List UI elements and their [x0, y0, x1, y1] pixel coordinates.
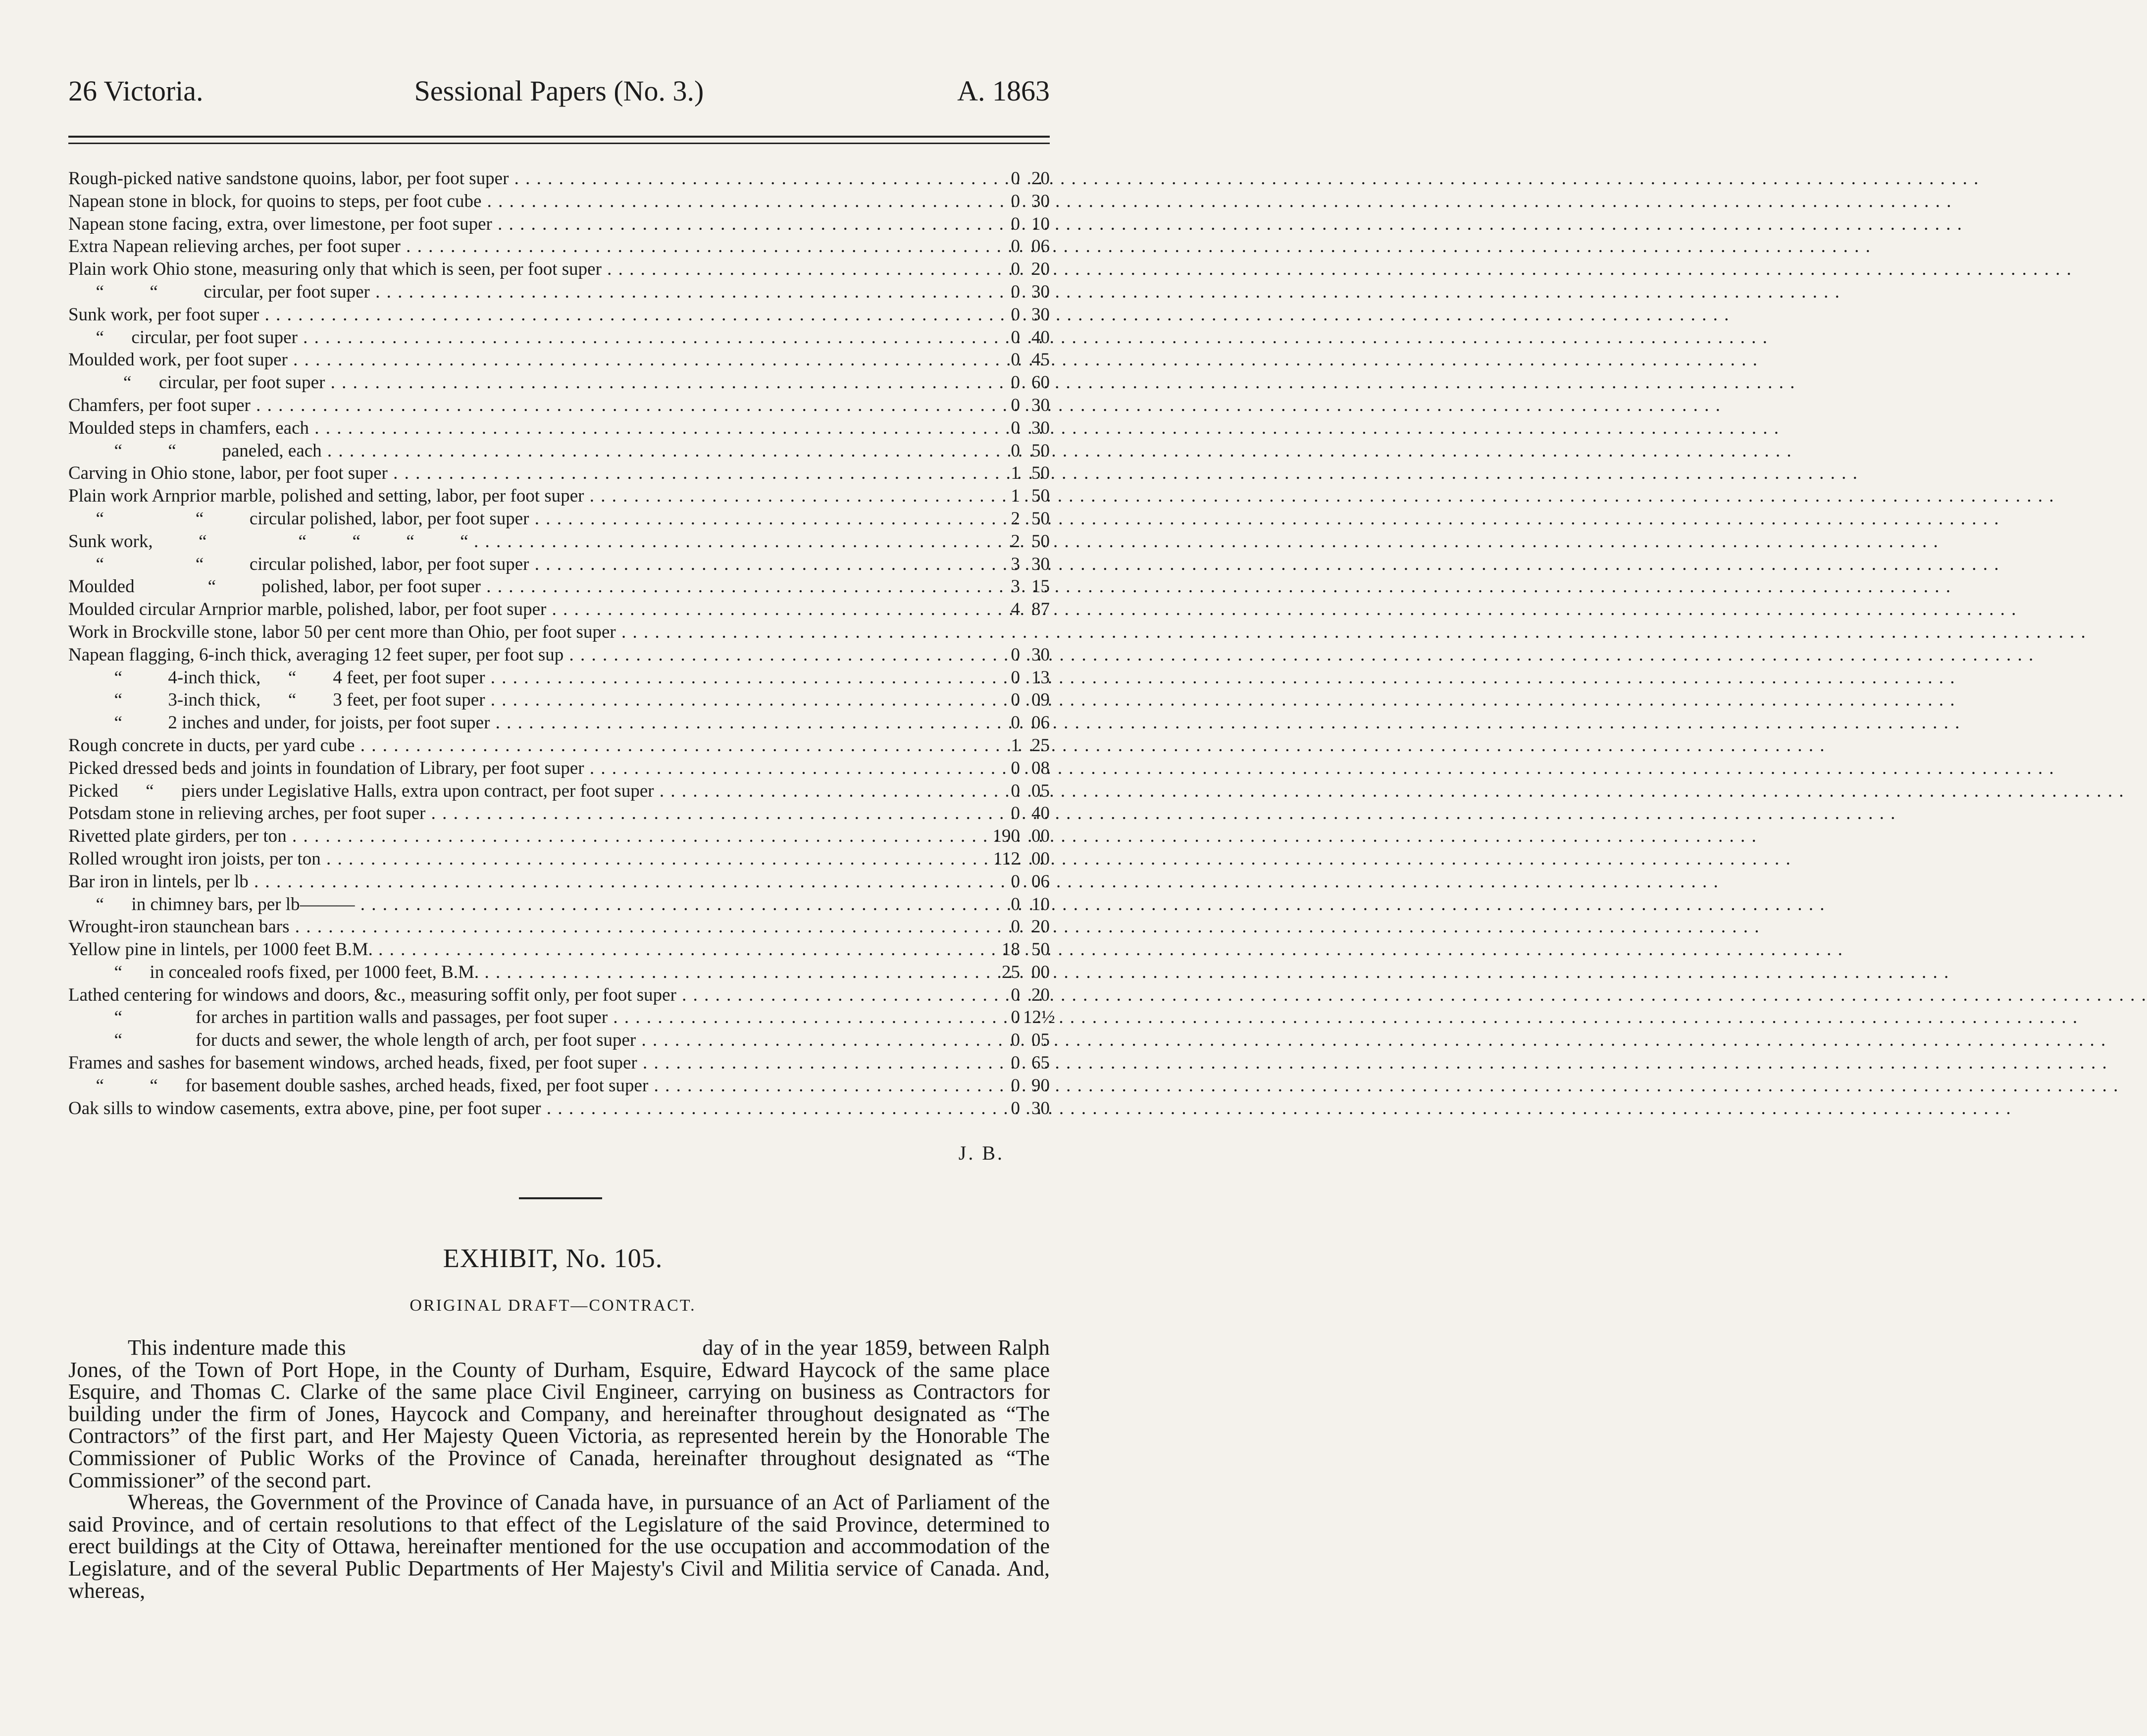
- price-item-description: Chamfers, per foot super . . .: [68, 394, 968, 417]
- price-dollars: 1: [1011, 463, 1020, 484]
- price-dollars: 0: [1011, 372, 1020, 393]
- price-item-description: “ for arches in partition walls and passages, per foot super . . .: [68, 1006, 968, 1029]
- price-row: [68, 644, 1050, 666]
- price-cents: 50: [1031, 531, 1050, 552]
- price-row: [68, 326, 1050, 349]
- price-row: [68, 621, 1050, 644]
- header-session: 26 Victoria.: [68, 75, 204, 107]
- price-item-description: “ circular, per foot super . . .: [68, 326, 968, 349]
- header-rule-thick: [68, 136, 1050, 138]
- price-row: [68, 961, 1050, 984]
- price-cents: 40: [1031, 327, 1050, 348]
- price-item-description: Carving in Ohio stone, labor, per foot super . . .: [68, 462, 968, 485]
- exhibit-title: EXHIBIT, No. 105.: [443, 1243, 663, 1273]
- price-item-description: Moulded circular Arnprior marble, polished, labor, per foot super . . .: [68, 598, 968, 621]
- price-dollars: 18: [1002, 939, 1020, 960]
- price-item-description: Bar iron in lintels, per lb . . .: [68, 870, 968, 893]
- price-dollars: 190: [992, 826, 1020, 847]
- price-cents: 25: [1031, 735, 1050, 756]
- price-dollars: 0: [1011, 395, 1020, 415]
- price-item-description: “ in chimney bars, per lb——— . . .: [68, 893, 968, 916]
- price-cents: 50: [1031, 486, 1050, 507]
- price-cents: 50: [1031, 939, 1050, 960]
- price-row: [68, 848, 1050, 870]
- price-row: [68, 666, 1050, 689]
- price-cents: 06: [1031, 871, 1050, 892]
- price-dollars: 0: [1011, 417, 1020, 438]
- price-row: [68, 825, 1050, 848]
- price-item-description: Rivetted plate girders, per ton . . .: [68, 825, 968, 848]
- price-row: [68, 394, 1050, 417]
- price-dollars: 0: [1011, 327, 1020, 348]
- day-of-label: day of: [702, 1335, 759, 1360]
- price-row: [68, 984, 1050, 1007]
- price-cents: 30: [1031, 1098, 1050, 1119]
- price-dollars: 0: [1011, 894, 1020, 915]
- price-dollars: 2: [1011, 508, 1020, 529]
- price-row: [68, 870, 1050, 893]
- price-row: [68, 1029, 1050, 1052]
- price-row: [68, 213, 1050, 236]
- price-dollars: 0: [1011, 917, 1020, 937]
- price-item-description: Lathed centering for windows and doors, &c., measuring soffit only, per foot super . . .: [68, 984, 968, 1007]
- price-dollars: 1: [1011, 486, 1020, 507]
- price-dollars: 0: [1011, 984, 1020, 1005]
- price-cents: 90: [1031, 1075, 1050, 1096]
- price-item-description: Moulded steps in chamfers, each . . .: [68, 417, 968, 440]
- price-cents: 09: [1031, 690, 1050, 711]
- price-item-description: “ 2 inches and under, for joists, per foot super . . .: [68, 712, 968, 734]
- price-row: [68, 712, 1050, 734]
- price-dollars: 0: [1011, 780, 1020, 801]
- price-cents: 50: [1031, 463, 1050, 484]
- price-item-description: Rolled wrought iron joists, per ton . . .: [68, 848, 968, 870]
- price-cents: 06: [1031, 713, 1050, 733]
- price-row: [68, 281, 1050, 304]
- price-row: [68, 780, 1050, 803]
- contract-body: [68, 1337, 1050, 1602]
- price-item-description: Picked “ piers under Legislative Halls, extra upon contract, per foot super . . .: [68, 780, 968, 803]
- price-item-description: “ 3-inch thick, “ 3 feet, per foot super . . .: [68, 689, 968, 712]
- price-dollars: 0: [1011, 871, 1020, 892]
- price-dollars: 4: [1011, 599, 1020, 620]
- price-cents: 50: [1031, 440, 1050, 461]
- price-row: [68, 508, 1050, 530]
- price-cents: 12½: [1023, 1007, 1055, 1028]
- price-item-description: “ in concealed roofs fixed, per 1000 feet, B.M. . . .: [68, 961, 968, 984]
- price-cents: 20: [1031, 259, 1050, 280]
- price-row: [68, 893, 1050, 916]
- price-dollars: 0: [1011, 1075, 1020, 1096]
- price-cents: 00: [1031, 962, 1050, 982]
- price-dollars: 0: [1011, 713, 1020, 733]
- price-item-description: “ “ circular, per foot super . . .: [68, 281, 968, 304]
- price-item-description: “ “ for basement double sashes, arched heads, fixed, per foot super . . .: [68, 1074, 968, 1097]
- price-cents: 00: [1031, 848, 1050, 869]
- price-cents: 30: [1031, 281, 1050, 302]
- price-row: [68, 304, 1050, 326]
- indenture-parties: in the year 1859, between Ralph Jones, of the Town of Port Hope, in the County of Durham, Esquire, Edward Haycock of the same place Esquire, and Thomas C. Clarke of the same place Civil Engineer, carrying on business as Contractors for building under the firm of Jones, Haycock and Company, and hereinafter throughout designated as “The Contractors” of the first part, and Her Majesty Queen Victoria, as represented herein by the Honorable The Commissioner of Public Works of the Province of Canada, hereinafter throughout designated as “The Commissioner” of the second part.: [68, 1335, 1050, 1492]
- price-cents: 30: [1031, 304, 1050, 325]
- price-item-description: Plain work Arnprior marble, polished and setting, labor, per foot super . . .: [68, 485, 968, 508]
- price-item-description: Rough-picked native sandstone quoins, labor, per foot super . . .: [68, 167, 968, 190]
- price-cents: 10: [1031, 894, 1050, 915]
- price-cents: 30: [1031, 395, 1050, 415]
- price-row: [68, 1074, 1050, 1097]
- price-cents: 10: [1031, 213, 1050, 234]
- price-row: [68, 1052, 1050, 1074]
- price-dollars: 0: [1011, 350, 1020, 370]
- price-cents: 05: [1031, 1030, 1050, 1051]
- price-dollars: 0: [1011, 259, 1020, 280]
- price-dollars: 0: [1011, 304, 1020, 325]
- price-row: [68, 462, 1050, 485]
- price-row: [68, 485, 1050, 508]
- price-row: [68, 371, 1050, 394]
- price-item-description: Extra Napean relieving arches, per foot super . . .: [68, 235, 968, 258]
- price-row: [68, 598, 1050, 621]
- section-divider: [519, 1197, 602, 1199]
- price-cents: 50: [1031, 508, 1050, 529]
- price-item-description: Sunk work, “ “ “ “ “ . . .: [68, 530, 968, 553]
- price-item-description: “ circular, per foot super . . .: [68, 371, 968, 394]
- price-cents: 30: [1031, 191, 1050, 211]
- price-cents: 15: [1031, 576, 1050, 597]
- price-cents: 30: [1031, 644, 1050, 665]
- price-list: [68, 167, 1055, 1120]
- price-row: [68, 553, 1050, 576]
- price-dollars: 1: [1011, 735, 1020, 756]
- price-row: [68, 190, 1050, 213]
- price-row: [68, 530, 1050, 553]
- price-cents: 06: [1031, 236, 1050, 257]
- price-row: [68, 1097, 1050, 1120]
- price-item-description: Napean stone in block, for quoins to steps, per foot cube . . .: [68, 190, 968, 213]
- price-cents: 20: [1031, 984, 1050, 1005]
- price-item-description: Napean flagging, 6-inch thick, averaging 12 feet super, per foot sup . . .: [68, 644, 968, 666]
- price-cents: 87: [1031, 599, 1050, 620]
- header-title: Sessional Papers (No. 3.): [414, 75, 704, 107]
- page-header: [68, 74, 1050, 109]
- price-dollars: 3: [1011, 576, 1020, 597]
- price-item-description: Work in Brockville stone, labor 50 per cent more than Ohio, per foot super . . .: [68, 621, 968, 644]
- price-cents: 00: [1031, 826, 1050, 847]
- price-row: [68, 167, 1050, 190]
- price-row: [68, 734, 1050, 757]
- header-year: A. 1863: [957, 75, 1050, 107]
- price-dollars: 0: [1011, 1053, 1020, 1073]
- price-dollars: 0: [1011, 667, 1020, 688]
- indenture-opening: This indenture made this: [128, 1335, 346, 1360]
- price-dollars: 25: [1002, 962, 1020, 982]
- contract-paragraph-2: Whereas, the Government of the Province of Canada have, in pursuance of an Act of Parliament of the said Province, and of certain resolutions to that effect of the Legislature of the said Province, determined to erect buildings at the City of Ottawa, hereinafter mentioned for the use occupation and accommodation of the Legislature, and of the several Public Departments of Her Majesty's Civil and Militia service of Canada. And, whereas,: [68, 1490, 1050, 1603]
- price-item-description: “ 4-inch thick, “ 4 feet, per foot super . . .: [68, 666, 968, 689]
- price-row: [68, 417, 1050, 440]
- price-dollars: 2: [1011, 531, 1020, 552]
- price-item-description: “ for ducts and sewer, the whole length of arch, per foot super . . .: [68, 1029, 968, 1052]
- price-row: [68, 349, 1050, 371]
- price-dollars: 3: [1011, 554, 1020, 574]
- price-item-description: Rough concrete in ducts, per yard cube . . .: [68, 734, 968, 757]
- contract-paragraph-1: [68, 1337, 1050, 1491]
- price-item-description: “ “ circular polished, labor, per foot super . . .: [68, 553, 968, 576]
- price-dollars: 0: [1011, 191, 1020, 211]
- price-dollars: 0: [1011, 1030, 1020, 1051]
- price-dollars: 0: [1011, 644, 1020, 665]
- price-row: [68, 235, 1050, 258]
- price-row: [68, 258, 1050, 281]
- price-dollars: 0: [1011, 168, 1020, 189]
- price-item-description: Moulded work, per foot super . . .: [68, 349, 968, 371]
- price-item-description: “ “ circular polished, labor, per foot super . . .: [68, 508, 968, 530]
- price-cents: 20: [1031, 917, 1050, 937]
- price-cents: 40: [1031, 803, 1050, 824]
- price-dollars: 0: [1011, 281, 1020, 302]
- signature-initials: J. B.: [958, 1142, 1004, 1164]
- price-cents: 45: [1031, 350, 1050, 370]
- price-dollars: 0: [1011, 803, 1020, 824]
- price-row: [68, 757, 1050, 780]
- price-item-description: Frames and sashes for basement windows, arched heads, fixed, per foot super . . .: [68, 1052, 968, 1074]
- price-cents: 65: [1031, 1053, 1050, 1073]
- exhibit-subtitle: ORIGINAL DRAFT—CONTRACT.: [409, 1296, 696, 1315]
- price-row: [68, 689, 1050, 712]
- price-dollars: 0: [1011, 690, 1020, 711]
- price-item-description: Moulded “ polished, labor, per foot super . . .: [68, 575, 968, 598]
- price-cents: 60: [1031, 372, 1050, 393]
- header-rule-thin: [68, 143, 1050, 144]
- price-item-description: Plain work Ohio stone, measuring only that which is seen, per foot super . . .: [68, 258, 968, 281]
- price-item-description: Yellow pine in lintels, per 1000 feet B.M. . . .: [68, 938, 968, 961]
- price-row: [68, 916, 1050, 938]
- price-dollars: 0: [1011, 440, 1020, 461]
- price-item-description: “ “ paneled, each . . .: [68, 440, 968, 462]
- price-item-description: Picked dressed beds and joints in foundation of Library, per foot super . . .: [68, 757, 968, 780]
- price-row: [68, 575, 1050, 598]
- price-cents: 30: [1031, 554, 1050, 574]
- price-item-description: Oak sills to window casements, extra above, pine, per foot super . . .: [68, 1097, 968, 1120]
- price-row: [68, 440, 1050, 462]
- price-cents: 05: [1031, 780, 1050, 801]
- price-item-description: Napean stone facing, extra, over limestone, per foot super . . .: [68, 213, 968, 236]
- price-row: [68, 938, 1050, 961]
- price-cents: 08: [1031, 758, 1050, 778]
- price-dollars: 0: [1011, 1098, 1020, 1119]
- price-dollars: 0: [1011, 758, 1020, 778]
- price-dollars: 0: [1011, 1007, 1020, 1028]
- price-dollars: 0: [1011, 236, 1020, 257]
- price-item-description: Wrought-iron staunchean bars . . .: [68, 916, 968, 938]
- price-cents: 30: [1031, 417, 1050, 438]
- price-item-description: Sunk work, per foot super . . .: [68, 304, 968, 326]
- price-cents: 13: [1031, 667, 1050, 688]
- price-row: [68, 802, 1050, 825]
- price-row: [68, 1006, 1055, 1029]
- price-dollars: 112: [993, 848, 1020, 869]
- price-item-description: Potsdam stone in relieving arches, per foot super . . .: [68, 802, 968, 825]
- price-dollars: 0: [1011, 213, 1020, 234]
- price-cents: 20: [1031, 168, 1050, 189]
